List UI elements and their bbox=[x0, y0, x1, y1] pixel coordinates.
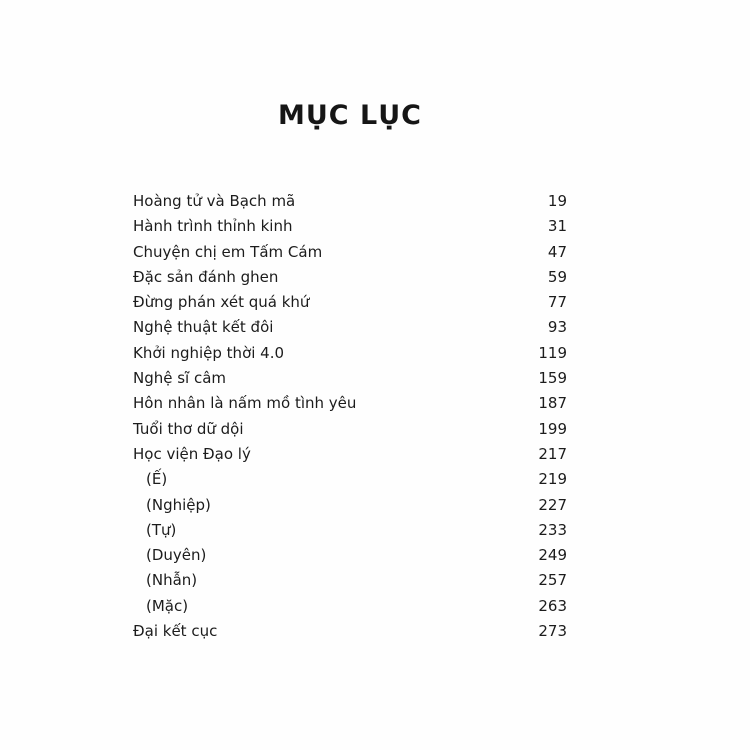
toc-subentry bbox=[133, 467, 567, 492]
toc-entry bbox=[133, 366, 567, 391]
toc-entry-page: 19 bbox=[547, 192, 567, 210]
toc-entry-label: Hành trình thỉnh kinh bbox=[133, 217, 293, 236]
toc-subentry bbox=[133, 594, 567, 619]
toc-entry-page: 47 bbox=[547, 242, 567, 261]
toc-entry bbox=[133, 240, 567, 265]
toc-entry-label: Nghệ thuật kết đôi bbox=[133, 318, 274, 337]
toc-entry-page: 199 bbox=[538, 419, 567, 438]
toc-subentry-label: (Ế) bbox=[146, 470, 168, 489]
toc-entry-label: Nghệ sĩ câm bbox=[133, 369, 227, 388]
page-title: MỤC LỤC bbox=[278, 100, 422, 131]
toc-subentry-page: 233 bbox=[538, 520, 567, 539]
toc-entry-page: 77 bbox=[547, 293, 567, 312]
toc-entry bbox=[133, 619, 567, 644]
toc-entry-label: Đặc sản đánh ghen bbox=[133, 267, 279, 286]
toc-subentry bbox=[133, 543, 567, 568]
toc-entry bbox=[133, 341, 567, 366]
toc-entry-label: Đừng phán xét quá khứ bbox=[133, 293, 310, 312]
toc-subentry-label: (Nghiệp) bbox=[146, 495, 211, 514]
toc-entry-label: Học viện Đạo lý bbox=[133, 444, 251, 463]
toc-subentry-page: 219 bbox=[538, 470, 567, 489]
toc-entry-label: Tuổi thơ dữ dội bbox=[133, 419, 244, 438]
table-of-contents bbox=[133, 189, 567, 644]
toc-subentry-page: 257 bbox=[538, 571, 567, 590]
toc-subentry-label: (Tự) bbox=[146, 520, 177, 539]
toc-entry-label: Hôn nhân là nấm mồ tình yêu bbox=[133, 394, 357, 413]
toc-entry-page: 187 bbox=[538, 394, 567, 413]
toc-entry-page: 273 bbox=[538, 622, 567, 641]
toc-subentry bbox=[133, 493, 567, 518]
toc-entry-page: 159 bbox=[538, 369, 567, 388]
toc-subentry-label: (Duyên) bbox=[146, 546, 207, 565]
toc-entry-page: 31 bbox=[547, 217, 567, 236]
toc-entry bbox=[133, 417, 567, 442]
toc-entry bbox=[133, 315, 567, 340]
toc-subentry-label: (Nhẫn) bbox=[146, 571, 198, 590]
toc-entry-page: 59 bbox=[547, 267, 567, 286]
toc-subentry bbox=[133, 568, 567, 593]
toc-entry bbox=[133, 214, 567, 239]
toc-entry bbox=[133, 290, 567, 315]
toc-entry bbox=[133, 391, 567, 416]
toc-entry-page: 217 bbox=[538, 444, 567, 463]
toc-entry-label: Hoàng tử và Bạch mã bbox=[133, 192, 296, 210]
toc-entry-label: Chuyện chị em Tấm Cám bbox=[133, 242, 323, 261]
toc-subentry-page: 249 bbox=[538, 546, 567, 565]
toc-entry-label: Khởi nghiệp thời 4.0 bbox=[133, 343, 285, 362]
toc-entry bbox=[133, 189, 567, 214]
toc-entry-label: Đại kết cục bbox=[133, 622, 218, 641]
toc-entry-page: 119 bbox=[538, 343, 567, 362]
toc-entry-page: 93 bbox=[547, 318, 567, 337]
toc-subentry-page: 227 bbox=[538, 495, 567, 514]
toc-entry bbox=[133, 265, 567, 290]
toc-subentry bbox=[133, 518, 567, 543]
toc-entry bbox=[133, 442, 567, 467]
toc-subentry-page: 263 bbox=[538, 596, 567, 615]
toc-subentry-label: (Mặc) bbox=[146, 596, 189, 615]
